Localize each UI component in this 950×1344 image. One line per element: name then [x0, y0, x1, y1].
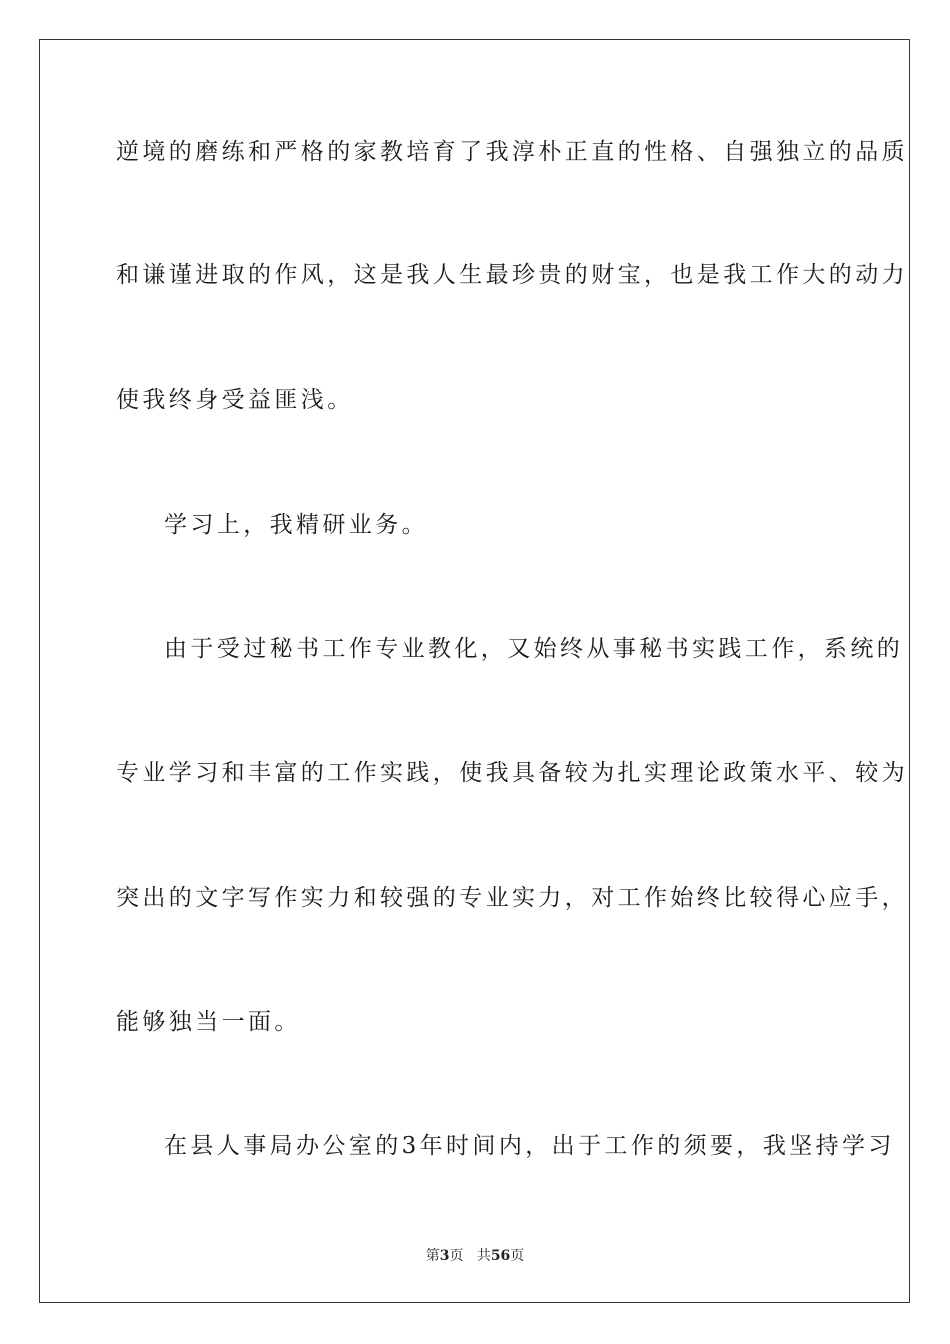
page-suffix: 页 [449, 1248, 464, 1264]
page-prefix: 第 [425, 1248, 440, 1264]
page-footer [0, 1247, 950, 1265]
body-line-6: 专业学习和丰富的工作实践，使我具备较为扎实理论政策水平、较为 [116, 760, 908, 786]
body-line-9: 在县人事局办公室的3年时间内，出于工作的须要，我坚持学习 [164, 1133, 895, 1159]
body-line-4: 学习上，我精研业务。 [164, 512, 428, 538]
body-line-3: 使我终身受益匪浅。 [116, 387, 354, 413]
body-line-5: 由于受过秘书工作专业教化，又始终从事秘书实践工作，系统的 [164, 636, 904, 662]
body-line-7: 突出的文字写作实力和较强的专业实力，对工作始终比较得心应手， [116, 885, 908, 911]
body-line-1: 逆境的磨练和严格的家教培育了我淳朴正直的性格、自强独立的品质 [116, 139, 908, 165]
page-border [39, 39, 910, 1303]
total-pages: 56 [490, 1248, 511, 1264]
body-line-2: 和谦谨进取的作风，这是我人生最珍贵的财宝，也是我工作大的动力 [116, 262, 908, 288]
body-line-8: 能够独当一面。 [116, 1009, 301, 1035]
total-prefix: 共 [476, 1248, 491, 1264]
page-number: 3 [439, 1248, 450, 1264]
total-suffix: 页 [510, 1248, 525, 1264]
